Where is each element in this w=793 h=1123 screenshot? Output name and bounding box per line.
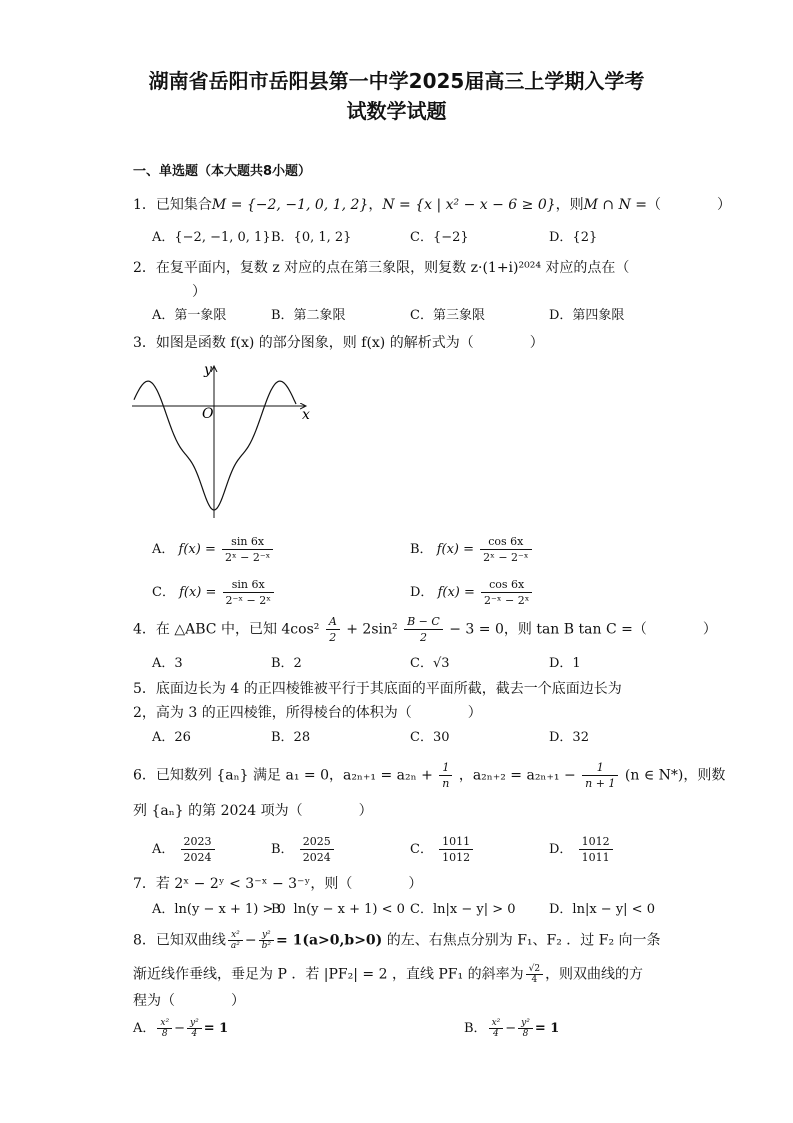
x-axis-label: x [302, 407, 310, 423]
q3-option-b: B． f(x) = $\frac{\cos 6x}{\text{2ˣ − 2⁻ˣ}}$ [410, 534, 534, 565]
q2-option-b: B．第二象限 [271, 308, 346, 323]
q7-option-d: D．ln|x − y| < 0 [549, 902, 655, 917]
exam-title-line1: 湖南省岳阳市岳阳县第一中学2025届高三上学期入学考 [148, 69, 645, 93]
q7-option-b: B．ln(y − x + 1) < 0 [271, 902, 405, 917]
q8-option-b: B． $\frac{\text{x²}}{4}$ − $\frac{\text{y²}}{8}$ = 1 [464, 1018, 560, 1039]
q2-option-c: C．第三象限 [410, 308, 485, 323]
y-axis-label: y [204, 362, 212, 378]
q6-option-d: D． $\frac{1012}{1011}$ [549, 834, 615, 865]
q2-option-d: D．第四象限 [549, 308, 625, 323]
question-7: 7．若 2ˣ − 2ʸ < 3⁻ˣ − 3⁻ʸ，则（ ） [133, 876, 423, 892]
q1-option-a: A．{−2, −1, 0, 1} [152, 230, 271, 245]
question-8-line1: 8．已知双曲线 $\frac{\text{x²}}{\text{a²}}$ − $\frac{\text{y²}}{\text{b²}}$ = 1(a>0,b>0) 的左、右焦点分别为 F₁、F₂ ．过 F₂ 向一条 [133, 930, 661, 951]
q6-option-b: B． $\frac{2025}{2024}$ [271, 834, 336, 865]
question-1: 1．已知集合M = {−2, −1, 0, 1, 2}，N = {x | x² − x − 6 ≥ 0}，则M ∩ N =（ ） [133, 197, 732, 213]
exam-title-line2: 试数学试题 [346, 99, 447, 123]
set-n: N = {x | x² − x − 6 ≥ 0} [382, 197, 556, 213]
question-2-line1: 2．在复平面内，复数 z 对应的点在第三象限，则复数 z·(1+i)²⁰²⁴ 对应的点在（ [133, 260, 630, 276]
q4-option-d: D．1 [549, 656, 581, 671]
function-curve [134, 381, 296, 510]
q5-option-a: A．26 [152, 730, 191, 745]
question-3: 3．如图是函数 f(x) 的部分图象，则 f(x) 的解析式为（ ） [133, 335, 544, 351]
q5-option-d: D．32 [549, 730, 589, 745]
q4-option-a: A．3 [152, 656, 183, 671]
question-5-line2: 2，高为 3 的正四棱锥，所得棱台的体积为（ ） [133, 705, 482, 721]
question-8-line2: 渐近线作垂线，垂足为 P ．若 |PF₂| = 2 ，直线 PF₁ 的斜率为 $\frac{√2}{4}$ ，则双曲线的方 [133, 964, 644, 985]
question-6-line1: 6．已知数列 {aₙ} 满足 a₁ = 0，a₂ₙ₊₁ = a₂ₙ + $\frac{1}{n}$ ，a₂ₙ₊₂ = a₂ₙ₊₁ − $\frac{1}{n + 1}$ (n ∈ N*)，则数 [133, 761, 726, 790]
q1-option-b: B．{0, 1, 2} [271, 230, 352, 245]
q7-option-c: C．ln|x − y| > 0 [410, 902, 516, 917]
question-8-line3: 程为（ ） [133, 993, 245, 1009]
section-heading: 一、单选题（本大题共8小题） [133, 164, 312, 179]
function-graph [130, 362, 320, 522]
q5-option-b: B．28 [271, 730, 311, 745]
q7-option-a: A．ln(y − x + 1) > 0 [152, 902, 286, 917]
question-5-line1: 5．底面边长为 4 的正四棱锥被平行于其底面的平面所截，截去一个底面边长为 [133, 681, 622, 697]
question-4: 4．在 △ABC 中，已知 4cos² $\frac{A}{2}$ + 2sin² $\frac{B - C}{2}$ − 3 = 0，则 tan B tan C =（ ） [133, 615, 717, 644]
q6-option-c: C． $\frac{1011}{1012}$ [410, 834, 475, 865]
q1-option-d: D．{2} [549, 230, 598, 245]
q5-option-c: C．30 [410, 730, 450, 745]
question-6-line2: 列 {aₙ} 的第 2024 项为（ ） [133, 803, 373, 819]
q3-option-c: C． f(x) = $\frac{\sin 6x}{\text{2⁻ˣ − 2ˣ}}$ [152, 577, 276, 608]
question-2-line2: ） [192, 284, 206, 300]
q6-option-a: A． $\frac{2023}{2024}$ [152, 834, 217, 865]
q1-option-c: C．{−2} [410, 230, 469, 245]
q8-option-a: A． $\frac{\text{x²}}{8}$ − $\frac{\text{y²}}{4}$ = 1 [133, 1018, 229, 1039]
q3-option-a: A． f(x) = $\frac{\sin 6x}{\text{2ˣ − 2⁻ˣ}}$ [152, 534, 275, 565]
origin-label: O [202, 406, 214, 422]
q4-option-b: B．2 [271, 656, 302, 671]
q3-option-d: D． f(x) = $\frac{\cos 6x}{\text{2⁻ˣ − 2ˣ}}$ [410, 577, 534, 608]
q2-option-a: A．第一象限 [152, 308, 227, 323]
q4-option-c: C．√3 [410, 656, 450, 671]
set-m: M = {−2, −1, 0, 1, 2} [211, 197, 369, 213]
